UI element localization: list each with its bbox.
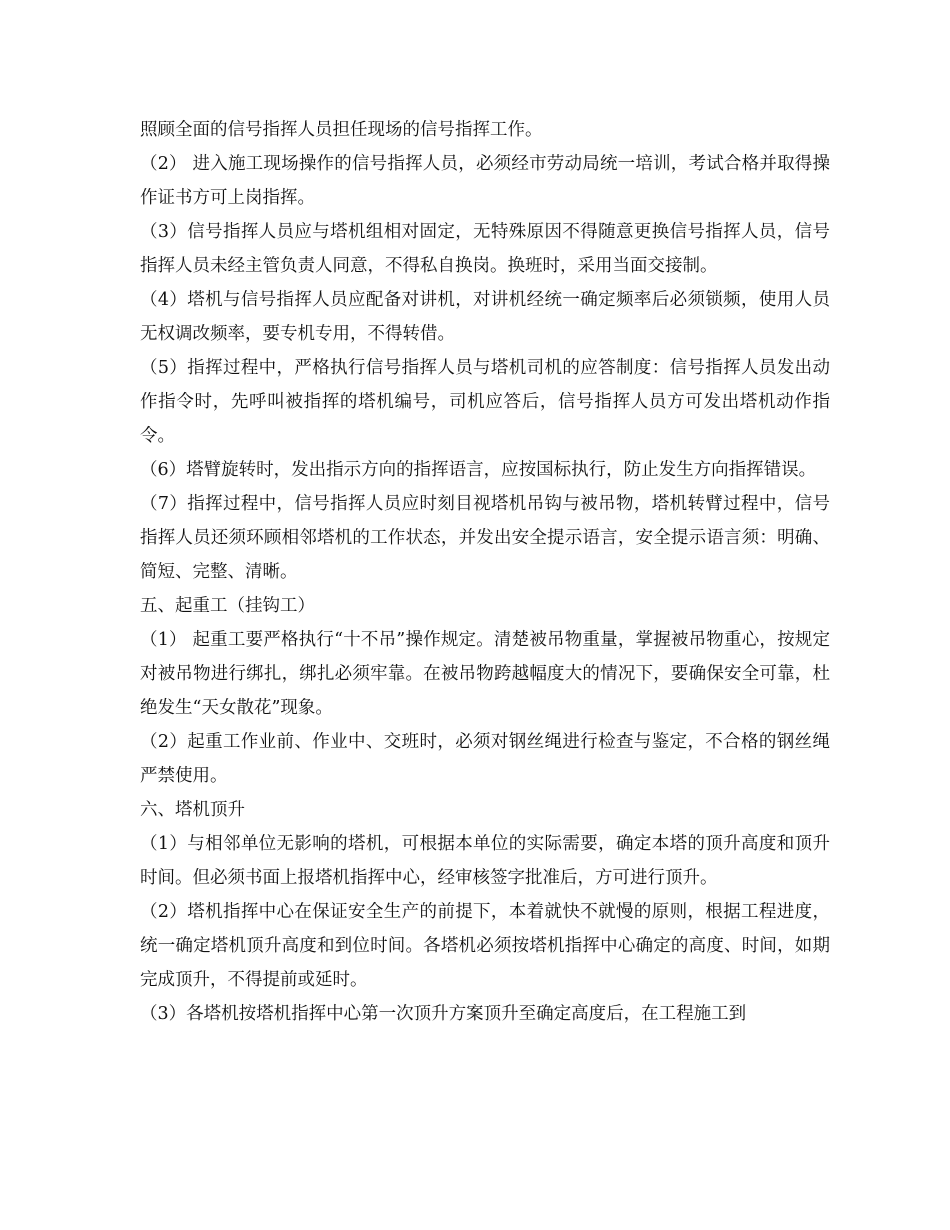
paragraph: （6）塔臂旋转时，发出指示方向的指挥语言，应按国标执行，防止发生方向指挥错误。 xyxy=(140,460,817,480)
paragraph: 照顾全面的信号指挥人员担任现场的信号指挥工作。 xyxy=(140,120,543,140)
paragraph: （2）起重工作业前、作业中、交班时，必须对钢丝绳进行检查与鉴定，不合格的钢丝绳严禁使用。 xyxy=(140,732,830,786)
section-heading: 五、起重工（挂钩工） xyxy=(140,596,315,616)
paragraph: （2）塔机指挥中心在保证安全生产的前提下，本着就快不就慢的原则，根据工程进度，统一确定塔机顶升高度和到位时间。各塔机必须按塔机指挥中心确定的高度、时间，如期完成顶升，不得提前或延时。 xyxy=(140,902,830,990)
paragraph: （7）指挥过程中，信号指挥人员应时刻目视塔机吊钩与被吊物，塔机转臂过程中，信号指挥人员还须环顾相邻塔机的工作状态，并发出安全提示语言，安全提示语言须：明确、简短、完整、清晰。 xyxy=(140,494,830,582)
paragraph: （1）与相邻单位无影响的塔机，可根据本单位的实际需要，确定本塔的顶升高度和顶升时间。但必须书面上报塔机指挥中心，经审核签字批准后，方可进行顶升。 xyxy=(140,834,830,888)
paragraph: （3）信号指挥人员应与塔机组相对固定，无特殊原因不得随意更换信号指挥人员，信号指挥人员未经主管负责人同意，不得私自换岗。换班时，采用当面交接制。 xyxy=(140,222,830,276)
paragraph: （1） 起重工要严格执行“十不吊”操作规定。清楚被吊物重量，掌握被吊物重心，按规定对被吊物进行绑扎，绑扎必须牢靠。在被吊物跨越幅度大的情况下，要确保安全可靠，杜绝发生“天女散花”现象。 xyxy=(140,630,830,718)
section-heading: 六、塔机顶升 xyxy=(140,800,245,820)
document-body xyxy=(140,113,830,1031)
paragraph: （2） 进入施工现场操作的信号指挥人员，必须经市劳动局统一培训，考试合格并取得操作证书方可上岗指挥。 xyxy=(140,154,830,208)
paragraph: （3）各塔机按塔机指挥中心第一次顶升方案顶升至确定高度后，在工程施工到 xyxy=(140,1004,747,1024)
paragraph: （4）塔机与信号指挥人员应配备对讲机，对讲机经统一确定频率后必须锁频，使用人员无权调改频率，要专机专用，不得转借。 xyxy=(140,290,830,344)
paragraph: （5）指挥过程中，严格执行信号指挥人员与塔机司机的应答制度：信号指挥人员发出动作指令时，先呼叫被指挥的塔机编号，司机应答后，信号指挥人员方可发出塔机动作指令。 xyxy=(140,358,830,446)
